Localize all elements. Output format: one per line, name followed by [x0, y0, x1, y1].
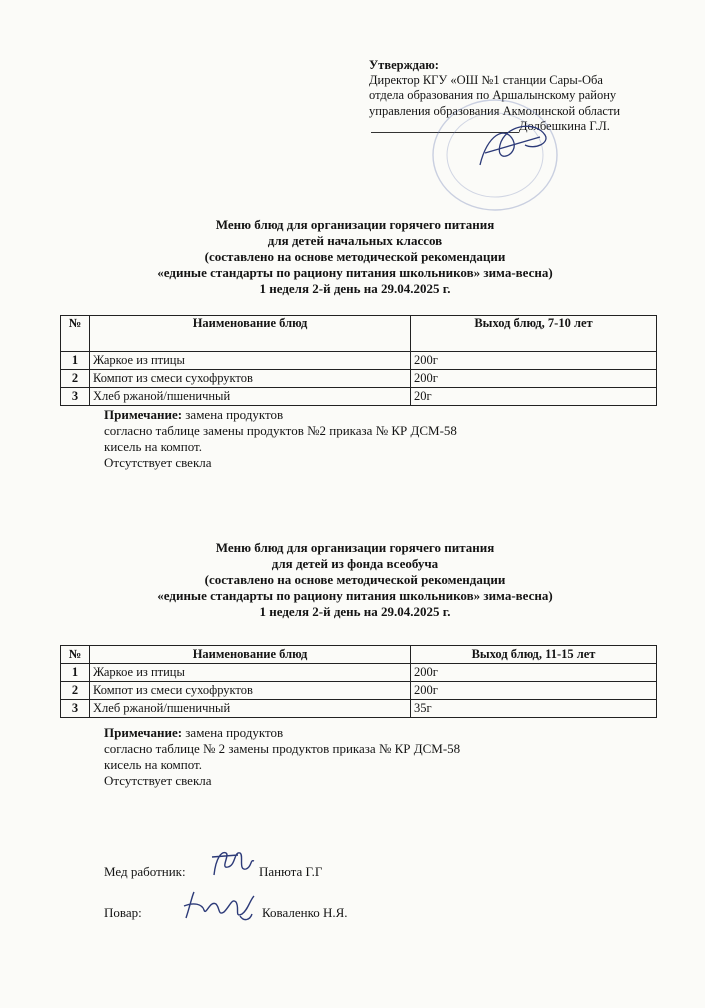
note-line: кисель на компот.	[104, 757, 202, 772]
row-num: 1	[61, 352, 90, 370]
row-output: 200г	[411, 664, 657, 682]
menu2-note	[104, 725, 460, 789]
row-num: 3	[61, 388, 90, 406]
table-row	[61, 388, 657, 406]
note-line: Отсутствует свекла	[104, 773, 212, 788]
approval-line-2: отдела образования по Аршалынскому району	[369, 88, 617, 103]
header-num: №	[61, 646, 90, 664]
row-output: 200г	[411, 352, 657, 370]
menu1-title-line: 1 неделя 2-й день на 29.04.2025 г.	[259, 281, 451, 296]
med-signature-icon	[208, 845, 258, 883]
row-num: 2	[61, 370, 90, 388]
approval-line-1: Директор КГУ «ОШ №1 станции Сары-Оба	[369, 73, 603, 88]
menu2-title-line: для детей из фонда всеобуча	[271, 556, 439, 571]
menu2-title-line: 1 неделя 2-й день на 29.04.2025 г.	[259, 604, 451, 619]
menu1-title	[150, 217, 560, 297]
cook-signature-icon	[180, 886, 258, 926]
menu1-table	[60, 315, 657, 406]
menu2-title-line: «единые стандарты по рациону питания школьников» зима-весна)	[157, 588, 553, 603]
note-line: кисель на компот.	[104, 439, 202, 454]
menu2-table	[60, 645, 657, 718]
row-num: 2	[61, 682, 90, 700]
header-name: Наименование блюд	[90, 316, 411, 352]
note-first: замена продуктов	[182, 407, 284, 422]
row-output: 20г	[411, 388, 657, 406]
note-label: Примечание:	[104, 725, 183, 740]
row-name: Жаркое из птицы	[90, 664, 411, 682]
row-output: 200г	[411, 682, 657, 700]
note-line: Отсутствует свекла	[104, 455, 212, 470]
approval-director-name: Долбешкина Г.Л.	[519, 118, 610, 133]
row-output: 200г	[411, 370, 657, 388]
med-worker-name: Панюта Г.Г	[259, 864, 323, 879]
med-worker-label: Мед работник:	[104, 864, 186, 879]
approval-line-3: управления образования Акмолинской области	[369, 103, 621, 118]
row-name: Компот из смеси сухофруктов	[90, 682, 411, 700]
cook-label: Повар:	[104, 905, 142, 920]
header-num: №	[61, 316, 90, 352]
table-row	[61, 664, 657, 682]
row-name: Хлеб ржаной/пшеничный	[90, 700, 411, 718]
note-label: Примечание:	[104, 407, 183, 422]
header-name: Наименование блюд	[90, 646, 411, 664]
row-output: 35г	[411, 700, 657, 718]
menu1-title-line: (составлено на основе методической рекомендации	[204, 249, 506, 264]
note-first: замена продуктов	[182, 725, 284, 740]
table-header-row	[61, 646, 657, 664]
table-row	[61, 700, 657, 718]
header-output: Выход блюд, 7-10 лет	[411, 316, 657, 352]
menu2-title-line: (составлено на основе методической рекомендации	[204, 572, 506, 587]
note-line: согласно таблице замены продуктов №2 приказа № КР ДСМ-58	[104, 423, 457, 438]
menu1-title-line: «единые стандарты по рациону питания школьников» зима-весна)	[157, 265, 553, 280]
cook-name: Коваленко Н.Я.	[262, 905, 348, 920]
table-header-row	[61, 316, 657, 352]
header-output: Выход блюд, 11-15 лет	[411, 646, 657, 664]
menu2-title	[150, 540, 560, 620]
menu1-title-line: Меню блюд для организации горячего питания	[215, 217, 495, 232]
row-num: 3	[61, 700, 90, 718]
table-row	[61, 682, 657, 700]
approval-title: Утверждаю:	[369, 58, 439, 72]
menu1-title-line: для детей начальных классов	[267, 233, 443, 248]
table-row	[61, 352, 657, 370]
menu1-note	[104, 407, 457, 471]
table-row	[61, 370, 657, 388]
row-num: 1	[61, 664, 90, 682]
stamp-icon	[425, 95, 600, 215]
note-line: согласно таблице № 2 замены продуктов приказа № КР ДСМ-58	[104, 741, 461, 756]
menu2-title-line: Меню блюд для организации горячего питания	[215, 540, 495, 555]
row-name: Жаркое из птицы	[90, 352, 411, 370]
row-name: Компот из смеси сухофруктов	[90, 370, 411, 388]
row-name: Хлеб ржаной/пшеничный	[90, 388, 411, 406]
